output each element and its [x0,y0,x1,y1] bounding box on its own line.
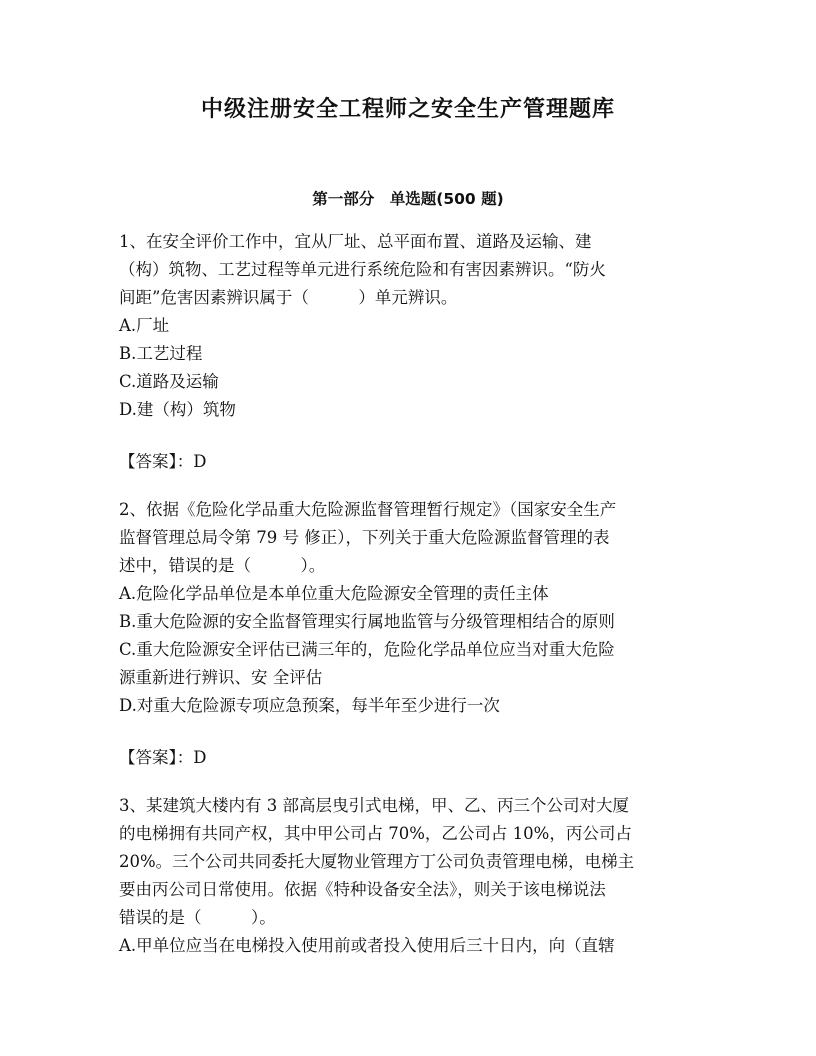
question-text-line: 要由丙公司日常使用。依据《特种设备安全法》，则关于该电梯说法 [119,880,606,899]
section-title: 第一部分 单选题(500 题) [312,190,504,208]
answer-option: A.厂址 [119,316,170,335]
answer-key: 【答案】：D [119,452,207,471]
question-text-line: 20%。三个公司共同委托大厦物业管理方丁公司负责管理电梯，电梯主 [119,852,635,871]
question-text-line: （构）筑物、工艺过程等单元进行系统危险和有害因素辨识。“防火 [119,260,606,279]
question-block [119,792,699,960]
answer-option: 源重新进行辨识、安 全评估 [119,668,323,687]
answer-option: D.建（构）筑物 [119,400,236,419]
answer-option: B.工艺过程 [119,344,203,363]
question-text-line: 错误的是（ ）。 [119,908,276,927]
question-text-line: 述中，错误的是（ ）。 [119,556,326,575]
question-text-line: 1、在安全评价工作中，宜从厂址、总平面布置、道路及运输、建 [119,232,592,251]
question-list [119,228,699,960]
answer-option: A.甲单位应当在电梯投入使用前或者投入使用后三十日内，向（直辖 [119,936,615,955]
question-text-line: 的电梯拥有共同产权，其中甲公司占 70%，乙公司占 10%，丙公司占 [119,824,632,843]
question-text-line: 3、某建筑大楼内有 3 部高层曳引式电梯，甲、乙、丙三个公司对大厦 [119,796,629,815]
answer-option: C.重大危险源安全评估已满三年的，危险化学品单位应当对重大危险 [119,640,615,659]
document-title: 中级注册安全工程师之安全生产管理题库 [200,97,615,122]
answer-option: B.重大危险源的安全监督管理实行属地监管与分级管理相结合的原则 [119,612,615,631]
answer-option: C.道路及运输 [119,372,219,391]
question-text-line: 监督管理总局令第 79 号 修正），下列关于重大危险源监督管理的表 [119,528,610,547]
answer-option: A.危险化学品单位是本单位重大危险源安全管理的责任主体 [119,584,549,603]
question-text-line: 间距”危害因素辨识属于（ ）单元辨识。 [119,288,458,307]
answer-key: 【答案】：D [119,748,207,767]
question-block [119,496,699,772]
answer-option: D.对重大危险源专项应急预案，每半年至少进行一次 [119,696,500,715]
question-block [119,228,699,476]
question-text-line: 2、依据《危险化学品重大危险源监督管理暂行规定》（国家安全生产 [119,500,617,519]
